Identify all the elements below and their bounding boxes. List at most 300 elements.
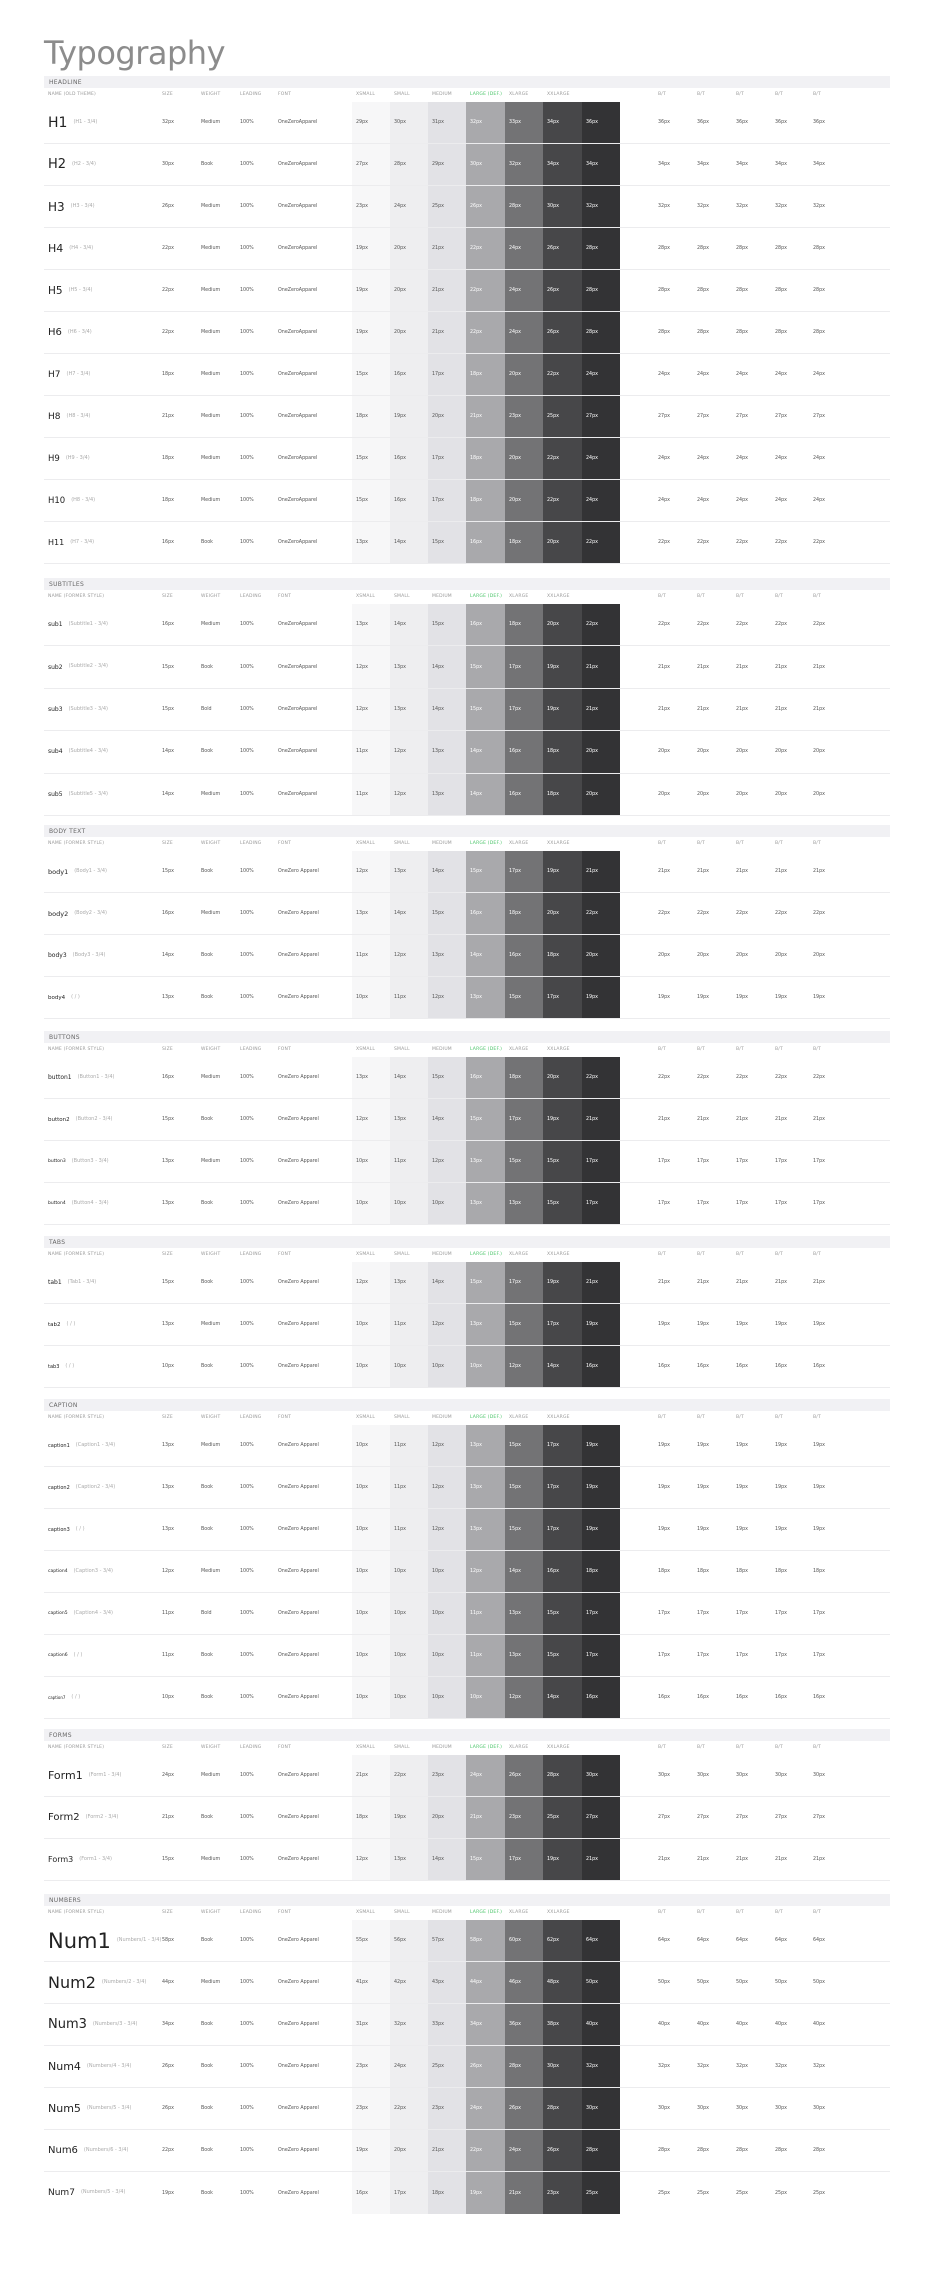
column-header-row: [44, 591, 890, 603]
breakpoint-cell: 20px: [390, 270, 428, 311]
style-name-cell: [48, 646, 108, 687]
style-font: OneZero Apparel: [278, 1938, 319, 1943]
style-leading: 100%: [240, 2064, 254, 2069]
style-name: caption2: [48, 1484, 70, 1491]
style-size: 30px: [162, 162, 174, 167]
bt-value: 36px: [658, 120, 670, 125]
breakpoint-cell: 22px: [466, 2130, 505, 2171]
style-weight: Book: [201, 1117, 213, 1122]
style-name: H6: [48, 327, 62, 338]
breakpoint-cell: 16px: [352, 2172, 390, 2214]
breakpoint-cell: 15px: [505, 1467, 543, 1508]
style-leading: 100%: [240, 2022, 254, 2027]
column-header: LARGE (DEF.): [470, 1047, 503, 1052]
bt-value: 27px: [736, 1815, 748, 1820]
bt-value: 28px: [813, 288, 825, 293]
breakpoint-cell: 21px: [582, 1262, 620, 1303]
style-size: 13px: [162, 1527, 174, 1532]
breakpoint-cell: 10px: [352, 1141, 390, 1182]
breakpoint-cell: 17px: [428, 480, 466, 521]
bt-value: 19px: [813, 995, 825, 1000]
style-name-cell: [48, 1346, 74, 1387]
bt-value: 21px: [813, 869, 825, 874]
column-header: MEDIUM: [432, 1745, 452, 1750]
column-header: WEIGHT: [201, 841, 221, 846]
breakpoint-cell: 29px: [352, 102, 390, 143]
breakpoint-cell: 27px: [582, 396, 620, 437]
type-style-row: [44, 1755, 890, 1797]
style-name-cell: [48, 438, 90, 479]
breakpoint-cell: 10px: [428, 1635, 466, 1676]
bt-value: 19px: [775, 995, 787, 1000]
style-name: tab3: [48, 1363, 60, 1370]
style-size: 13px: [162, 1322, 174, 1327]
style-weight: Book: [201, 1815, 213, 1820]
bt-value: 28px: [697, 2148, 709, 2153]
bt-value: 16px: [697, 1695, 709, 1700]
column-header: XSMALL: [356, 841, 376, 846]
style-font: OneZeroApparel: [278, 372, 318, 377]
breakpoint-cell: 13px: [466, 1304, 505, 1345]
breakpoint-cell: 15px: [543, 1635, 582, 1676]
breakpoint-cell: 10px: [390, 1346, 428, 1387]
breakpoint-cell: 17px: [582, 1593, 620, 1634]
bt-value: 19px: [775, 1527, 787, 1532]
breakpoint-cell: 19px: [543, 851, 582, 892]
bt-value: 21px: [736, 1280, 748, 1285]
breakpoint-cell: 60px: [505, 1920, 543, 1961]
bt-value: 16px: [658, 1364, 670, 1369]
style-size: 13px: [162, 1201, 174, 1206]
column-header: B/T: [697, 1415, 705, 1420]
bt-value: 24px: [697, 498, 709, 503]
column-header: LARGE (DEF.): [470, 1910, 503, 1915]
column-header: B/T: [658, 841, 666, 846]
breakpoint-cell: 14px: [428, 646, 466, 687]
column-header: NAME (FORMER STYLE): [48, 1415, 105, 1420]
former-style-name: (Subtitle3 - 3/4): [68, 705, 108, 712]
style-leading: 100%: [240, 1443, 254, 1448]
style-name: Num6: [48, 2145, 78, 2156]
bt-value: 32px: [736, 204, 748, 209]
style-name: Form3: [48, 1855, 74, 1864]
breakpoint-cell: 13px: [352, 1057, 390, 1098]
section-header: SUBTITLES: [44, 578, 890, 590]
bt-value: 19px: [658, 1322, 670, 1327]
bt-value: 19px: [813, 1322, 825, 1327]
column-header: WEIGHT: [201, 1047, 221, 1052]
breakpoint-cell: 11px: [352, 935, 390, 976]
style-weight: Medium: [201, 246, 221, 251]
style-name-cell: [48, 1962, 146, 2003]
style-font: OneZero Apparel: [278, 1443, 319, 1448]
style-weight: Medium: [201, 1322, 221, 1327]
bt-value: 19px: [736, 995, 748, 1000]
bt-value: 20px: [736, 953, 748, 958]
style-name: body1: [48, 867, 69, 876]
breakpoint-cell: 20px: [428, 396, 466, 437]
breakpoint-cell: 33px: [428, 2004, 466, 2045]
breakpoint-cell: 16px: [505, 935, 543, 976]
bt-value: 30px: [697, 2106, 709, 2111]
style-size: 14px: [162, 791, 174, 797]
column-header: B/T: [813, 1415, 821, 1420]
breakpoint-cell: 18px: [505, 893, 543, 934]
style-size: 15px: [162, 869, 174, 874]
former-style-name: (Numbers/3 - 3/4): [92, 2020, 138, 2027]
style-weight: Medium: [201, 498, 221, 503]
style-size: 15px: [162, 664, 174, 670]
breakpoint-cell: 17px: [543, 977, 582, 1018]
breakpoint-cell: 15px: [505, 1141, 543, 1182]
bt-value: 24px: [775, 456, 787, 461]
breakpoint-cell: 11px: [352, 731, 390, 772]
bt-value: 19px: [697, 1322, 709, 1327]
breakpoint-cell: 17px: [543, 1425, 582, 1466]
bt-value: 28px: [736, 288, 748, 293]
bt-value: 22px: [658, 911, 670, 916]
column-header: MEDIUM: [432, 1415, 452, 1420]
column-header: MEDIUM: [432, 594, 452, 599]
breakpoint-cell: 19px: [582, 1467, 620, 1508]
column-header-row: [44, 1412, 890, 1424]
type-style-row: [44, 228, 890, 270]
former-style-name: (Numbers/5 - 3/4): [80, 2189, 126, 2196]
style-name-cell: [48, 977, 80, 1018]
bt-value: 22px: [775, 1075, 787, 1080]
breakpoint-cell: 44px: [466, 1962, 505, 2003]
breakpoint-cell: 10px: [352, 1183, 390, 1224]
style-weight: Book: [201, 2148, 213, 2153]
style-size: 16px: [162, 911, 174, 916]
breakpoint-cell: 26px: [505, 2088, 543, 2129]
style-name: Num4: [48, 2060, 81, 2073]
style-font: OneZero Apparel: [278, 1569, 319, 1574]
breakpoint-cell: 14px: [466, 774, 505, 815]
column-header: MEDIUM: [432, 841, 452, 846]
style-size: 19px: [162, 2190, 174, 2196]
style-leading: 100%: [240, 1938, 254, 1943]
breakpoint-cell: 17px: [582, 1141, 620, 1182]
breakpoint-cell: 12px: [428, 977, 466, 1018]
style-weight: Medium: [201, 372, 221, 377]
style-name-cell: [48, 102, 97, 143]
bt-value: 32px: [658, 2064, 670, 2069]
column-header: SIZE: [162, 841, 173, 846]
style-size: 22px: [162, 330, 174, 335]
breakpoint-cell: 41px: [352, 1962, 390, 2003]
bt-value: 27px: [658, 1815, 670, 1820]
former-style-name: (Caption1 - 3/4): [75, 1441, 116, 1448]
breakpoint-cell: 16px: [466, 604, 505, 645]
bt-value: 17px: [775, 1611, 787, 1616]
column-header: XXLARGE: [547, 1252, 570, 1257]
style-font: OneZero Apparel: [278, 953, 319, 958]
style-leading: 100%: [240, 372, 254, 377]
bt-value: 19px: [697, 1485, 709, 1490]
type-style-row: [44, 480, 890, 522]
breakpoint-cell: 12px: [390, 935, 428, 976]
column-header: XXLARGE: [547, 1415, 570, 1420]
bt-value: 18px: [813, 1569, 825, 1574]
former-style-name: (Numbers/6 - 3/4): [83, 2146, 129, 2153]
style-name-cell: [48, 604, 108, 645]
breakpoint-cell: 13px: [428, 935, 466, 976]
breakpoint-cell: 58px: [466, 1920, 505, 1961]
breakpoint-cell: 12px: [390, 731, 428, 772]
bt-value: 22px: [775, 622, 787, 628]
type-style-row: [44, 186, 890, 228]
style-font: OneZero Apparel: [278, 2190, 319, 2196]
style-name-cell: [48, 1057, 114, 1098]
bt-value: 19px: [697, 1443, 709, 1448]
style-leading: 100%: [240, 1527, 254, 1532]
breakpoint-cell: 19px: [543, 646, 582, 687]
breakpoint-cell: 23px: [352, 2088, 390, 2129]
breakpoint-cell: 13px: [352, 604, 390, 645]
bt-value: 21px: [697, 1117, 709, 1122]
style-name: Form1: [48, 1769, 83, 1782]
type-style-row: [44, 2130, 890, 2172]
breakpoint-cell: 28px: [543, 2088, 582, 2129]
breakpoint-cell: 10px: [466, 1677, 505, 1718]
column-header: SMALL: [394, 1745, 410, 1750]
breakpoint-cell: 56px: [390, 1920, 428, 1961]
style-name-cell: [48, 935, 105, 976]
breakpoint-cell: 14px: [428, 1099, 466, 1140]
bt-value: 19px: [813, 1443, 825, 1448]
style-name: caption7: [48, 1695, 66, 1700]
bt-value: 19px: [736, 1527, 748, 1532]
bt-value: 24px: [697, 456, 709, 461]
breakpoint-cell: 17px: [428, 438, 466, 479]
bt-value: 22px: [697, 911, 709, 916]
style-leading: 100%: [240, 622, 254, 628]
breakpoint-cell: 21px: [582, 1099, 620, 1140]
bt-value: 20px: [813, 791, 825, 797]
bt-value: 21px: [736, 1857, 748, 1862]
breakpoint-cell: 15px: [466, 851, 505, 892]
breakpoint-cell: 17px: [543, 1467, 582, 1508]
bt-value: 24px: [658, 498, 670, 503]
breakpoint-cell: 16px: [390, 438, 428, 479]
column-header: MEDIUM: [432, 92, 452, 97]
column-header: XSMALL: [356, 1415, 376, 1420]
bt-value: 28px: [775, 246, 787, 251]
bt-value: 25px: [658, 2190, 670, 2196]
breakpoint-cell: 10px: [352, 1425, 390, 1466]
bt-value: 21px: [813, 1280, 825, 1285]
column-header: B/T: [736, 1415, 744, 1420]
bt-value: 22px: [658, 540, 670, 545]
bt-value: 27px: [813, 1815, 825, 1820]
bt-value: 27px: [813, 414, 825, 419]
breakpoint-cell: 10px: [390, 1593, 428, 1634]
style-name-cell: [48, 1099, 113, 1140]
bt-value: 50px: [813, 1980, 825, 1985]
breakpoint-cell: 30px: [390, 102, 428, 143]
breakpoint-cell: 20px: [505, 438, 543, 479]
column-header: B/T: [697, 1047, 705, 1052]
breakpoint-cell: 17px: [505, 1099, 543, 1140]
bt-value: 32px: [697, 204, 709, 209]
style-name: H9: [48, 453, 60, 464]
breakpoint-cell: 26px: [466, 2046, 505, 2087]
style-size: 10px: [162, 1364, 174, 1369]
bt-value: 30px: [775, 1773, 787, 1778]
breakpoint-cell: 14px: [428, 689, 466, 730]
breakpoint-cell: 11px: [390, 1304, 428, 1345]
column-header: B/T: [736, 594, 744, 599]
breakpoint-cell: 10px: [352, 1635, 390, 1676]
style-weight: Medium: [201, 1075, 221, 1080]
breakpoint-cell: 22px: [390, 2088, 428, 2129]
breakpoint-cell: 40px: [582, 2004, 620, 2045]
bt-value: 24px: [658, 372, 670, 377]
style-font: OneZero Apparel: [278, 1322, 319, 1327]
breakpoint-cell: 21px: [582, 689, 620, 730]
style-font: OneZero Apparel: [278, 1075, 319, 1080]
breakpoint-cell: 21px: [428, 312, 466, 353]
bt-value: 21px: [697, 1280, 709, 1285]
style-name-cell: [48, 1509, 85, 1550]
former-style-name: ( / ): [71, 993, 80, 1000]
breakpoint-cell: 48px: [543, 1962, 582, 2003]
bt-value: 19px: [736, 1322, 748, 1327]
style-leading: 100%: [240, 1857, 254, 1862]
former-style-name: ( / ): [75, 1525, 85, 1532]
column-header: B/T: [736, 1910, 744, 1915]
breakpoint-cell: 13px: [352, 893, 390, 934]
style-font: OneZero Apparel: [278, 1857, 319, 1862]
former-style-name: (H7 - 3/4): [70, 538, 95, 545]
style-weight: Bold: [201, 1611, 212, 1616]
style-name: tab2: [48, 1321, 61, 1328]
bt-value: 27px: [658, 414, 670, 419]
style-leading: 100%: [240, 1815, 254, 1820]
style-name: caption3: [48, 1526, 70, 1533]
style-leading: 100%: [240, 1117, 254, 1122]
style-size: 13px: [162, 995, 174, 1000]
style-name: button4: [48, 1201, 66, 1206]
bt-value: 64px: [697, 1938, 709, 1943]
breakpoint-cell: 19px: [352, 2130, 390, 2171]
style-size: 11px: [162, 1611, 174, 1616]
style-weight: Medium: [201, 1773, 221, 1778]
type-style-row: [44, 1425, 890, 1467]
breakpoint-cell: 14px: [505, 1551, 543, 1592]
style-name-cell: [48, 1141, 109, 1182]
style-size: 10px: [162, 1695, 174, 1700]
breakpoint-cell: 13px: [466, 1425, 505, 1466]
style-leading: 100%: [240, 414, 254, 419]
style-name: sub5: [48, 790, 63, 798]
breakpoint-cell: 10px: [428, 1346, 466, 1387]
breakpoint-cell: 12px: [352, 1099, 390, 1140]
former-style-name: (Tab1 - 3/4): [67, 1278, 97, 1285]
column-header: FONT: [278, 1910, 292, 1915]
column-header: WEIGHT: [201, 1745, 221, 1750]
column-header: MEDIUM: [432, 1910, 452, 1915]
breakpoint-cell: 23px: [543, 2172, 582, 2214]
bt-value: 18px: [697, 1569, 709, 1574]
breakpoint-cell: 20px: [543, 522, 582, 563]
column-header: LARGE (DEF.): [470, 594, 503, 599]
style-name: sub3: [48, 705, 63, 713]
column-header: B/T: [775, 1415, 783, 1420]
style-name-cell: [48, 228, 93, 269]
bt-value: 28px: [775, 288, 787, 293]
type-style-row: [44, 1839, 890, 1881]
bt-value: 19px: [736, 1443, 748, 1448]
column-header: B/T: [813, 841, 821, 846]
bt-value: 17px: [658, 1653, 670, 1658]
breakpoint-cell: 16px: [505, 774, 543, 815]
breakpoint-cell: 19px: [582, 1304, 620, 1345]
breakpoint-cell: 19px: [543, 1262, 582, 1303]
style-name-cell: [48, 522, 94, 563]
breakpoint-cell: 14px: [466, 731, 505, 772]
style-size: 18px: [162, 372, 174, 377]
style-font: OneZeroApparel: [278, 791, 318, 797]
bt-value: 19px: [658, 1485, 670, 1490]
breakpoint-cell: 23px: [505, 396, 543, 437]
former-style-name: (Subtitle5 - 3/4): [68, 790, 108, 797]
column-header: XSMALL: [356, 1047, 376, 1052]
style-weight: Book: [201, 869, 213, 874]
style-name: caption1: [48, 1442, 70, 1449]
column-header-row: [44, 838, 890, 850]
breakpoint-cell: 22px: [466, 270, 505, 311]
column-header: XSMALL: [356, 594, 376, 599]
breakpoint-cell: 12px: [352, 689, 390, 730]
section-header: TABS: [44, 1236, 890, 1248]
style-weight: Book: [201, 162, 213, 167]
breakpoint-cell: 19px: [352, 228, 390, 269]
section-header: FORMS: [44, 1729, 890, 1741]
style-name-cell: [48, 1304, 75, 1345]
breakpoint-cell: 15px: [543, 1593, 582, 1634]
breakpoint-cell: 24px: [505, 2130, 543, 2171]
type-style-row: [44, 2172, 890, 2214]
bt-value: 19px: [658, 1527, 670, 1532]
style-name: Num5: [48, 2102, 81, 2115]
column-header: WEIGHT: [201, 92, 221, 97]
bt-value: 22px: [736, 540, 748, 545]
style-size: 44px: [162, 1980, 174, 1985]
breakpoint-cell: 25px: [543, 396, 582, 437]
bt-value: 17px: [697, 1653, 709, 1658]
style-name: caption5: [48, 1611, 68, 1616]
style-font: OneZeroApparel: [278, 414, 318, 419]
former-style-name: (Form1 - 3/4): [79, 1855, 112, 1862]
breakpoint-cell: 17px: [505, 1839, 543, 1880]
bt-value: 28px: [813, 246, 825, 251]
bt-value: 28px: [813, 330, 825, 335]
breakpoint-cell: 24px: [390, 2046, 428, 2087]
bt-value: 21px: [658, 1857, 670, 1862]
breakpoint-cell: 32px: [466, 102, 505, 143]
style-name-cell: [48, 480, 95, 521]
style-size: 14px: [162, 953, 174, 958]
breakpoint-cell: 11px: [390, 977, 428, 1018]
bt-value: 16px: [775, 1364, 787, 1369]
column-header: FONT: [278, 92, 292, 97]
bt-value: 28px: [658, 330, 670, 335]
breakpoint-cell: 20px: [505, 480, 543, 521]
column-header: WEIGHT: [201, 1415, 221, 1420]
bt-value: 17px: [697, 1611, 709, 1616]
